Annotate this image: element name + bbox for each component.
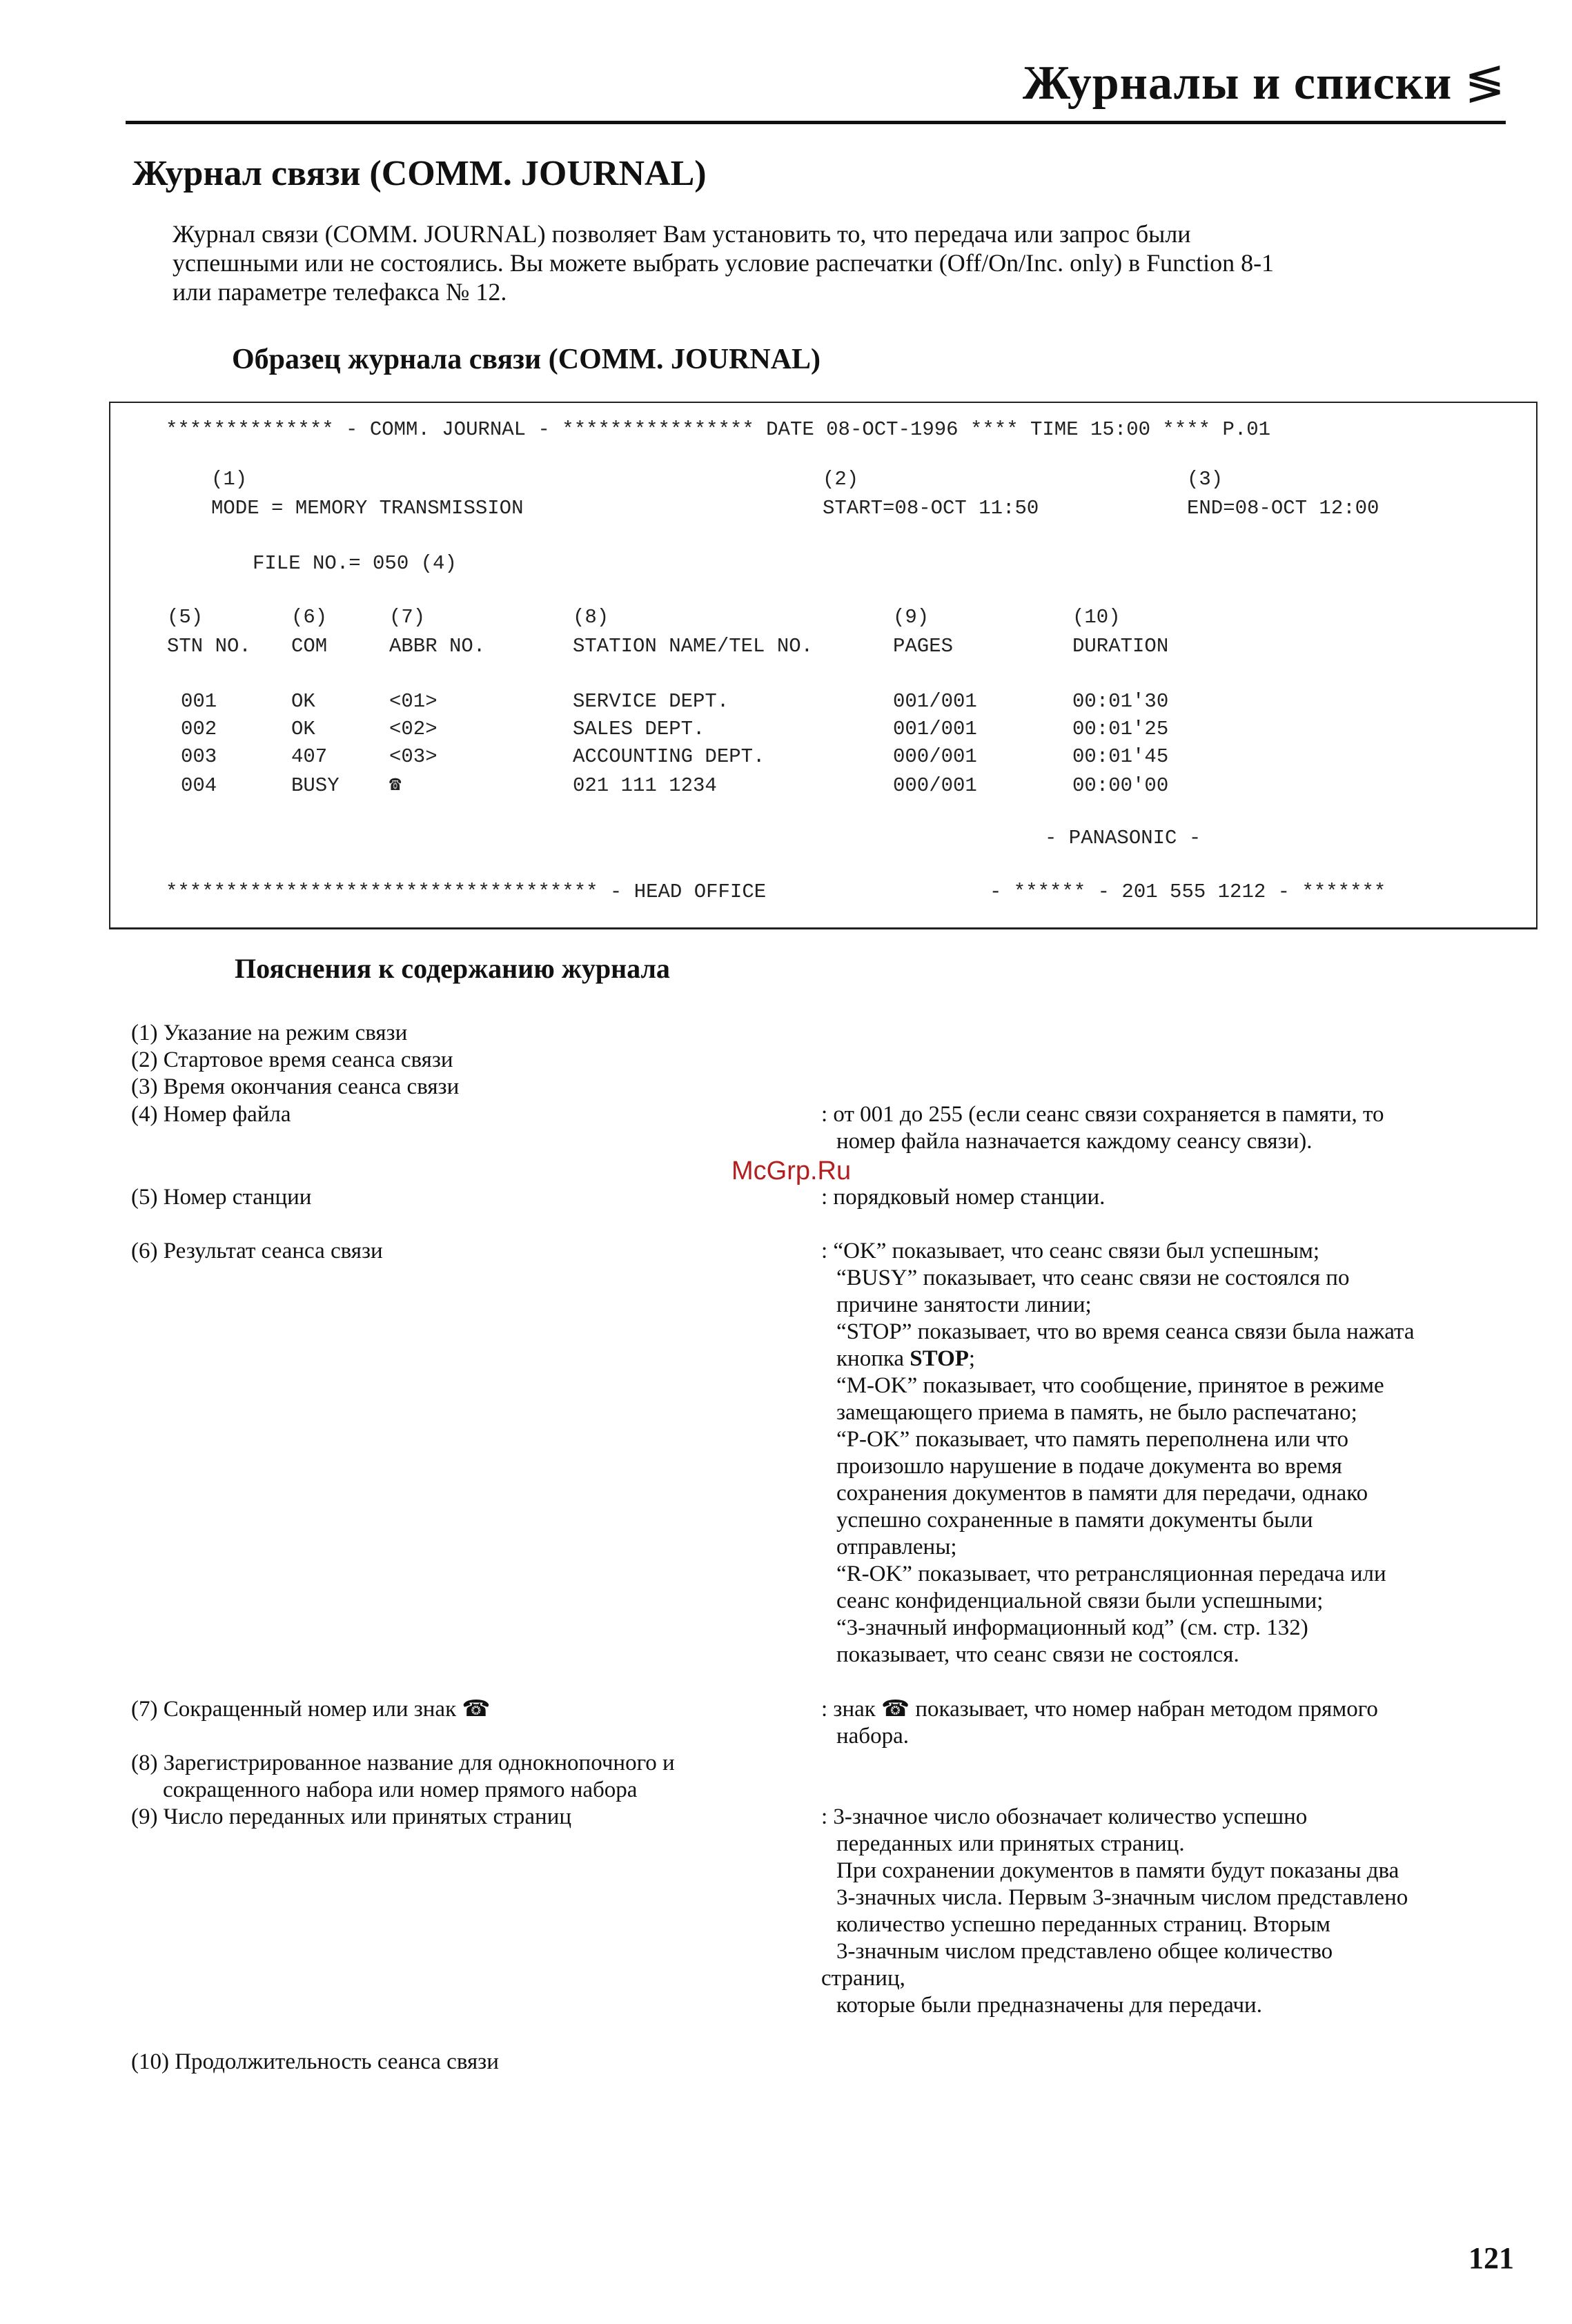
explanation-item: (9) Число переданных или принятых страниц <box>131 1804 572 1829</box>
column-header-com: COM <box>291 635 328 658</box>
description-line-end: ; <box>968 1346 976 1371</box>
intro-paragraph <box>173 219 1518 306</box>
description-line: произошло нарушение в подаче документа во время <box>836 1454 1342 1479</box>
description-line: которые были предназначены для передачи. <box>836 1993 1262 2018</box>
cell-duration: 00:00'00 <box>1072 774 1169 797</box>
sample-title: Образец журнала связи (COMM. JOURNAL) <box>232 344 821 375</box>
cell-com: 407 <box>291 745 328 768</box>
column-marker: (6) <box>291 606 328 629</box>
column-marker: (7) <box>389 606 426 629</box>
description-9 <box>821 1804 1525 2019</box>
header-divider <box>126 121 1506 124</box>
description-line: отправлены; <box>836 1535 957 1559</box>
description-line: 3-значным числом представлено общее количество <box>836 1939 1333 1964</box>
description-line: При сохранении документов в памяти будут показаны два <box>836 1858 1399 1883</box>
description-line: : порядковый номер станции. <box>821 1185 1106 1210</box>
description-line: номер файла назначается каждому сеансу связи). <box>836 1129 1313 1154</box>
journal-footer-right: - ****** - 201 555 1212 - ******* <box>990 880 1386 903</box>
description-7 <box>821 1696 1525 1750</box>
explanation-item: (8) Зарегистрированное название для однокнопочного и <box>131 1751 675 1775</box>
description-line <box>821 1346 1525 1372</box>
description-line: : знак ☎ показывает, что номер набран методом прямого <box>821 1697 1378 1722</box>
description-line: “P-OK” показывает, что память переполнена или что <box>836 1427 1349 1452</box>
description-line: переданных или принятых страниц. <box>836 1831 1185 1856</box>
cell-stn: 004 <box>181 774 217 797</box>
cell-stn: 002 <box>181 718 217 740</box>
description-line: успешно сохраненные в памяти документы были <box>836 1508 1313 1533</box>
column-header-station: STATION NAME/TEL NO. <box>573 635 814 658</box>
cell-duration: 00:01'30 <box>1072 690 1169 713</box>
description-line: сеанс конфиденциальной связи были успешными; <box>836 1588 1324 1613</box>
description-line: 3-значных числа. Первым 3-значным числом представлено <box>836 1885 1408 1910</box>
cell-com: BUSY <box>291 774 340 797</box>
phone-icon: ☎ <box>389 774 402 796</box>
description-line: набора. <box>836 1724 909 1749</box>
column-header-stn: STN NO. <box>167 635 251 658</box>
cell-pages: 001/001 <box>893 690 977 713</box>
header-title-text: Журналы и списки <box>1022 57 1453 110</box>
intro-line: Журнал связи (COMM. JOURNAL) позволяет Вам установить то, что передача или запрос были <box>173 220 1191 248</box>
explanation-item: (3) Время окончания сеанса связи <box>131 1074 460 1099</box>
cell-com: OK <box>291 690 315 713</box>
explanation-item: (10) Продолжительность сеанса связи <box>131 2049 499 2074</box>
cell-com: OK <box>291 718 315 740</box>
column-header-pages: PAGES <box>893 635 954 658</box>
journal-start: START=08-OCT 11:50 <box>823 497 1039 520</box>
cell-name: SERVICE DEPT. <box>573 690 729 713</box>
description-line: “STOP” показывает, что во время сеанса связи была нажата <box>836 1319 1415 1344</box>
column-marker: (10) <box>1072 606 1121 629</box>
description-line: страниц, <box>821 1966 905 1991</box>
page-number: 121 <box>1468 2241 1514 2275</box>
column-header-duration: DURATION <box>1072 635 1169 658</box>
intro-line: успешными или не состоялись. Вы можете выбрать условие распечатки (Off/On/Inc. only) в Function 8-1 <box>173 249 1275 277</box>
journal-header-line: ************** - COMM. JOURNAL - **************** DATE 08-OCT-1996 **** TIME 15:00 **** P.01 <box>166 418 1271 441</box>
description-line: причине занятости линии; <box>836 1292 1092 1317</box>
column-header-abbr: ABBR NO. <box>389 635 486 658</box>
explanation-item: (6) Результат сеанса связи <box>131 1239 383 1263</box>
explanation-item: (4) Номер файла <box>131 1102 291 1127</box>
cell-stn: 001 <box>181 690 217 713</box>
journal-file-no: FILE NO.= 050 (4) <box>253 552 457 575</box>
stop-keyword: STOP <box>910 1346 969 1371</box>
explanation-item: сокращенного набора или номер прямого набора <box>163 1778 638 1802</box>
journal-footer-left: ************************************ - HEAD OFFICE <box>166 880 767 903</box>
cell-pages: 001/001 <box>893 718 977 740</box>
journal-end: END=08-OCT 12:00 <box>1187 497 1379 520</box>
watermark: McGrp.Ru <box>731 1156 852 1185</box>
cell-name: ACCOUNTING DEPT. <box>573 745 765 768</box>
description-line: “R-OK” показывает, что ретрансляционная передача или <box>836 1562 1386 1586</box>
explanation-item: (5) Номер станции <box>131 1185 312 1210</box>
description-line: показывает, что сеанс связи не состоялся. <box>836 1642 1239 1667</box>
mode-marker: (1) <box>211 468 248 491</box>
description-4 <box>821 1101 1525 1155</box>
start-marker: (2) <box>823 468 859 491</box>
cell-name: 021 111 1234 <box>573 774 717 797</box>
explanation-item: (7) Сокращенный номер или знак ☎ <box>131 1697 491 1722</box>
cell-abbr: <02> <box>389 718 438 740</box>
cell-duration: 00:01'45 <box>1072 745 1169 768</box>
description-line: “3-значный информационный код” (см. стр. 132) <box>836 1615 1308 1640</box>
description-line: “BUSY” показывает, что сеанс связи не состоялся по <box>836 1266 1350 1290</box>
description-line: “M-OK” показывает, что сообщение, принятое в режиме <box>836 1373 1384 1398</box>
end-marker: (3) <box>1187 468 1224 491</box>
description-line: сохранения документов в памяти для передачи, однако <box>836 1481 1368 1506</box>
page-header-title <box>1023 54 1506 111</box>
cell-abbr: <03> <box>389 745 438 768</box>
cell-abbr: <01> <box>389 690 438 713</box>
description-line: : “OK” показывает, что сеанс связи был успешным; <box>821 1239 1320 1263</box>
description-line: количество успешно переданных страниц. Вторым <box>836 1912 1330 1937</box>
description-line-start: кнопка <box>836 1346 905 1371</box>
cell-name: SALES DEPT. <box>573 718 705 740</box>
cell-duration: 00:01'25 <box>1072 718 1169 740</box>
journal-mode: MODE = MEMORY TRANSMISSION <box>211 497 524 520</box>
cell-pages: 000/001 <box>893 745 977 768</box>
column-marker: (9) <box>893 606 930 629</box>
intro-line: или параметре телефакса № 12. <box>173 278 507 306</box>
explanations-title: Пояснения к содержанию журнала <box>235 953 670 984</box>
explanation-item: (2) Стартовое время сеанса связи <box>131 1047 453 1072</box>
description-6 <box>821 1238 1525 1668</box>
description-line: : 3-значное число обозначает количество успешно <box>821 1804 1308 1829</box>
column-marker: (8) <box>573 606 609 629</box>
description-line: замещающего приема в память, не было распечатано; <box>836 1400 1357 1425</box>
triangle-arrow-icon: ≶ <box>1464 57 1506 110</box>
explanation-item: (1) Указание на режим связи <box>131 1021 408 1045</box>
journal-brand: - PANASONIC - <box>1045 827 1201 849</box>
section-title: Журнал связи (COMM. JOURNAL) <box>132 154 707 193</box>
journal-printout <box>109 402 1537 929</box>
column-marker: (5) <box>167 606 204 629</box>
cell-stn: 003 <box>181 745 217 768</box>
description-line: : от 001 до 255 (если сеанс связи сохраняется в памяти, то <box>821 1102 1384 1127</box>
cell-pages: 000/001 <box>893 774 977 797</box>
description-5 <box>821 1184 1525 1211</box>
